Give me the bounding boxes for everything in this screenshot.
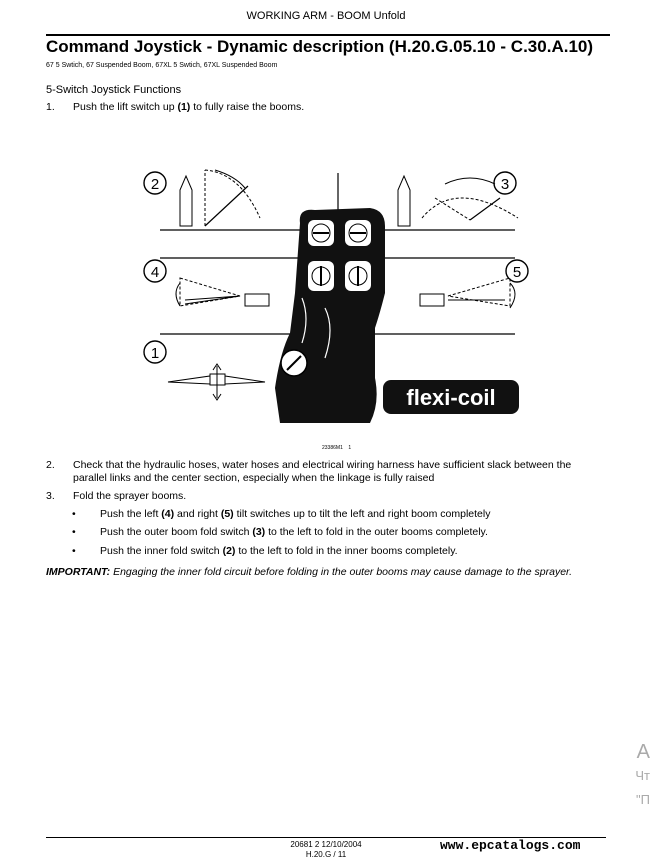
watermark[interactable]: www.epcatalogs.com bbox=[440, 838, 581, 853]
step-text-part: Push the lift switch up bbox=[73, 101, 178, 113]
switch-ref: (3) bbox=[252, 526, 266, 538]
bullet-text bbox=[100, 508, 490, 521]
brand-logo-text: flexi-coil bbox=[406, 385, 496, 410]
callout-1 bbox=[144, 341, 166, 363]
callout-5 bbox=[506, 260, 528, 282]
switch-2-button bbox=[345, 220, 371, 246]
side-glyph: "П bbox=[636, 792, 650, 807]
side-glyph: Чт bbox=[635, 768, 650, 783]
side-glyph: А bbox=[636, 741, 650, 763]
step-2 bbox=[46, 459, 606, 485]
bullet-text-part: and right bbox=[174, 508, 221, 520]
inner-fold-icon bbox=[180, 170, 260, 226]
bullet-text-part: Push the inner fold switch bbox=[100, 545, 223, 557]
step-text-line: Check that the hydraulic hoses, water hoses and electrical wiring harness have sufficient slack between the bbox=[73, 459, 572, 471]
step-text-line: parallel links and the center section, especially when the linkage is fully raised bbox=[73, 472, 435, 484]
step-text-part: to fully raise the booms. bbox=[190, 101, 305, 113]
callout-4 bbox=[144, 260, 166, 282]
applicability-note: 67 5 Swtich, 67 Suspended Boom, 67XL 5 Swtich, 67XL Suspended Boom bbox=[46, 62, 278, 69]
footer-page-number: H.20.G / 11 bbox=[305, 850, 347, 859]
callout-3-label: 3 bbox=[500, 176, 510, 193]
step-number: 2. bbox=[46, 459, 55, 471]
step-number: 1. bbox=[46, 101, 55, 113]
callout-2-label: 2 bbox=[150, 176, 160, 193]
step-text: Fold the sprayer booms. bbox=[73, 490, 187, 502]
step-text bbox=[73, 459, 571, 485]
callout-4-label: 4 bbox=[150, 264, 160, 281]
figure-ref-number: 1 bbox=[348, 445, 352, 451]
figure-reference bbox=[322, 445, 351, 451]
bullet-dot: • bbox=[72, 545, 76, 557]
bullet-text-part: Push the outer boom fold switch bbox=[100, 526, 253, 538]
step-text bbox=[73, 101, 304, 114]
switch-3-button bbox=[308, 220, 334, 246]
right-tilt-icon bbox=[420, 278, 515, 308]
callout-5-label: 5 bbox=[512, 264, 522, 281]
callout-1-label: 1 bbox=[150, 345, 160, 362]
switch-4-button bbox=[308, 261, 334, 291]
footer-doc-id: 20681 2 12/10/2004 bbox=[290, 840, 362, 849]
switch-ref: (4) bbox=[161, 508, 175, 520]
bullet-dot: • bbox=[72, 508, 76, 520]
step-3 bbox=[46, 490, 606, 503]
switch-ref: (2) bbox=[222, 545, 236, 557]
lift-icon bbox=[168, 364, 265, 400]
step-number: 3. bbox=[46, 490, 55, 502]
bullet-text-part: tilt switches up to tilt the left and right boom completely bbox=[233, 508, 491, 520]
section-title: 5-Switch Joystick Functions bbox=[46, 84, 182, 96]
side-glyphs bbox=[635, 740, 650, 812]
bullet-dot: • bbox=[72, 526, 76, 538]
switch-ref: (5) bbox=[220, 508, 234, 520]
document-title: Command Joystick - Dynamic description (H.20.G.05.10 - C.30.A.10) bbox=[46, 34, 610, 57]
important-label: IMPORTANT: bbox=[46, 566, 111, 578]
callout-2 bbox=[144, 172, 166, 194]
bullet-text-part: to the left to fold in the inner booms completely. bbox=[235, 545, 458, 557]
bullet-text-part: Push the left bbox=[100, 508, 162, 520]
page-header: WORKING ARM - BOOM Unfold bbox=[246, 10, 406, 22]
step-1 bbox=[46, 101, 606, 114]
switch-1-button bbox=[281, 350, 307, 376]
bullet-text-part: to the left to fold in the outer booms completely. bbox=[265, 526, 488, 538]
switch-5-button bbox=[345, 261, 371, 291]
important-text: Engaging the inner fold circuit before folding in the outer booms may cause damage to the sprayer. bbox=[110, 566, 573, 578]
left-tilt-icon bbox=[176, 278, 269, 306]
figure-ref-code: 23386M1 bbox=[322, 445, 343, 451]
bullet-text bbox=[100, 526, 488, 539]
switch-ref: (1) bbox=[177, 101, 191, 113]
brand-logo bbox=[383, 380, 519, 414]
bullet-text bbox=[100, 545, 458, 558]
important-note bbox=[46, 566, 572, 578]
joystick-diagram bbox=[130, 158, 530, 448]
callout-3 bbox=[494, 172, 516, 194]
